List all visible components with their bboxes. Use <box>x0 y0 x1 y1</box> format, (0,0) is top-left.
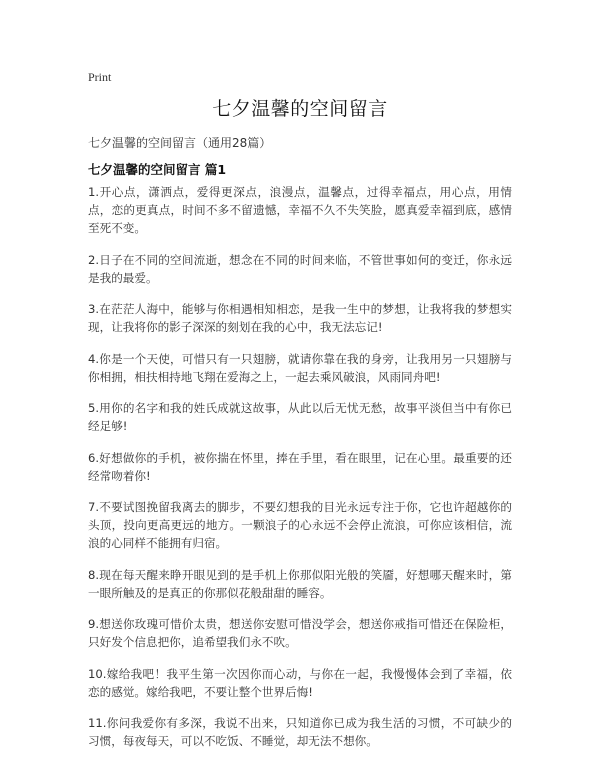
paragraph-8: 8.现在每天醒来睁开眼见到的是手机上你那似阳光般的笑靥，好想哪天醒来时，第一眼所触及的是真正的你那似花般甜甜的睡容。 <box>88 567 512 600</box>
section-heading: 七夕温馨的空间留言 篇1 <box>88 162 227 177</box>
paragraph-9: 9.想送你玫瑰可惜价太贵，想送你安慰可惜没学会，想送你戒指可惜还在保险柜，只好发个信息把你，追希望我们永不吹。 <box>88 617 512 649</box>
paragraph-4: 4.你是一个天使，可惜只有一只翅膀，就请你靠在我的身旁，让我用另一只翅膀与你相拥，相扶相持地飞翔在爱海之上，一起去乘风破浪，风雨同舟吧! <box>88 351 512 384</box>
print-link[interactable]: Print <box>88 70 112 84</box>
paragraph-1: 1.开心点，潇洒点，爱得更深点，浪漫点，温馨点，过得幸福点，用心点，用情点，恋的更真点，时间不多不留遗憾，幸福不久不失笑脸，愿真爱幸福到底，感情至死不变。 <box>88 185 512 235</box>
paragraph-5: 5.用你的名字和我的姓氏成就这故事，从此以后无忧无愁，故事平淡但当中有你已经足够! <box>88 401 512 433</box>
paragraph-3: 3.在茫茫人海中，能够与你相遇相知相恋，是我一生中的梦想，让我将我的梦想实现，让我将你的影子深深的刻划在我的心中，我无法忘记! <box>88 302 512 334</box>
paragraph-10: 10.嫁给我吧！我平生第一次因你而心动，与你在一起，我慢慢体会到了幸福，依恋的感觉。嫁给我吧，不要让整个世界后悔! <box>88 666 512 699</box>
paragraph-7: 7.不要试图挽留我离去的脚步，不要幻想我的目光永远专注于你，它也许超越你的头顶，投向更高更远的地方。一颗浪子的心永远不会停止流浪，可你应该相信，流浪的心同样不能拥有归宿。 <box>88 500 512 550</box>
paragraph-6: 6.好想做你的手机，被你揣在怀里，捧在手里，看在眼里，记在心里。最重要的还经常吻着你! <box>88 450 512 483</box>
document-subtitle: 七夕温馨的空间留言（通用28篇） <box>88 136 272 150</box>
page-title: 七夕温馨的空间留言 <box>212 98 388 120</box>
paragraph-11: 11.你问我爱你有多深，我说不出来，只知道你已成为我生活的习惯，不可缺少的习惯，每夜每天，可以不吃饭、不睡觉，却无法不想你。 <box>88 716 512 748</box>
paragraph-list <box>88 183 512 764</box>
paragraph-2: 2.日子在不同的空间流逝，想念在不同的时间来临，不管世事如何的变迁，你永远是我的最爱。 <box>88 252 512 285</box>
